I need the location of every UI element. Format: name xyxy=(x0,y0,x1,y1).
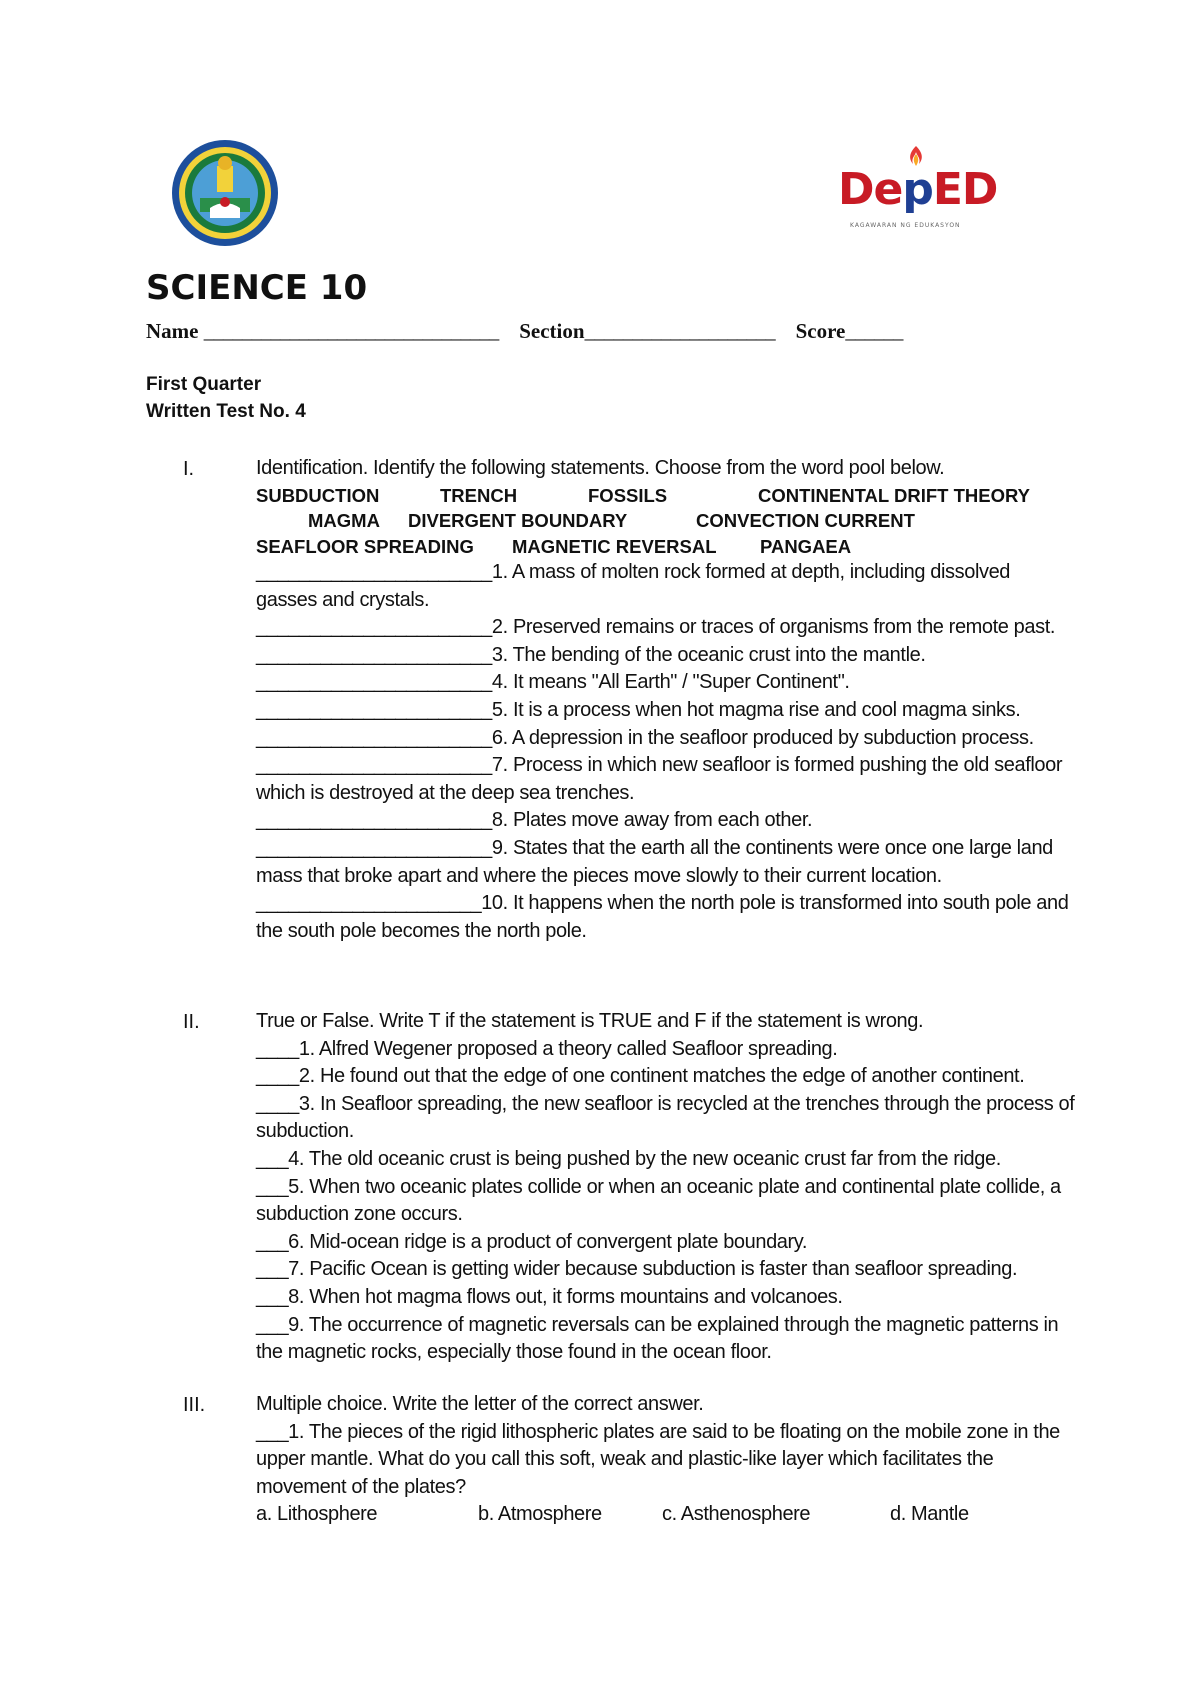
list-item: ___9. The occurrence of magnetic reversals can be explained through the magnetic patterns in the magnetic rocks, especially those found in the ocean floor. xyxy=(256,1313,1059,1364)
answer-blank[interactable]: ______________________ xyxy=(256,616,492,639)
answer-blank[interactable]: ______________________ xyxy=(256,809,492,832)
answer-blank[interactable]: ____ xyxy=(256,1037,299,1060)
part3-instruction: Multiple choice. Write the letter of the correct answer. xyxy=(256,1393,704,1415)
name-label: Name xyxy=(146,319,199,343)
choice-option: a. Lithosphere xyxy=(256,1503,378,1526)
word-pool-row xyxy=(256,483,1076,509)
part3-numeral: III. xyxy=(183,1394,206,1416)
list-item: ______________________8. Plates move away from each other. xyxy=(256,809,813,832)
list-item: ______________________9. States that the earth all the continents were once one large land mass that broke apart and where the pieces move slowly to their current location. xyxy=(256,837,1053,887)
word-pool-item: MAGNETIC REVERSAL xyxy=(512,535,717,557)
answer-blank[interactable]: ____ xyxy=(256,1065,299,1088)
answer-blank[interactable]: ______________________ xyxy=(256,699,492,722)
part2-instruction: True or False. Write T if the statement is TRUE and F if the statement is wrong. xyxy=(256,1010,924,1032)
part3-section xyxy=(256,1391,1076,1529)
list-item: ____2. He found out that the edge of one continent matches the edge of another continent. xyxy=(256,1065,1025,1088)
answer-blank[interactable]: ______________________ xyxy=(256,643,492,666)
list-item: ______________________2. Preserved remains or traces of organisms from the remote past. xyxy=(256,616,1056,639)
answer-blank[interactable]: _____________________ xyxy=(256,892,482,915)
page-title: SCIENCE 10 xyxy=(146,268,368,308)
score-label: Score xyxy=(795,319,846,343)
list-item: ____1. Alfred Wegener proposed a theory called Seafloor spreading. xyxy=(256,1037,838,1060)
list-item: ___7. Pacific Ocean is getting wider because subduction is faster than seafloor spreading. xyxy=(256,1258,1018,1281)
answer-blank[interactable]: ______________________ xyxy=(256,726,492,749)
list-item: ______________________1. A mass of molten rock formed at depth, including dissolved gasses and crystals. xyxy=(256,561,1011,611)
choice-option: d. Mantle xyxy=(890,1503,969,1526)
test-label: Written Test No. 4 xyxy=(146,401,306,422)
quarter-label: First Quarter xyxy=(146,374,262,395)
answer-blank[interactable]: ______________________ xyxy=(256,561,492,584)
word-pool-row xyxy=(256,534,1076,560)
answer-blank[interactable]: ______________________ xyxy=(256,837,492,860)
word-pool-row xyxy=(256,508,1076,534)
list-item: _____________________10. It happens when the north pole is transformed into south pole and the south pole becomes the north pole. xyxy=(256,892,1069,942)
score-field[interactable]: ______ xyxy=(845,319,903,343)
word-pool-item: FOSSILS xyxy=(588,484,668,506)
student-info-line xyxy=(146,317,902,345)
list-item: ___4. The old oceanic crust is being pushed by the new oceanic crust far from the ridge. xyxy=(256,1147,1001,1170)
answer-blank[interactable]: ___ xyxy=(256,1285,289,1308)
part2-numeral: II. xyxy=(183,1011,200,1033)
list-item: ______________________4. It means "All Earth" / "Super Continent". xyxy=(256,671,850,694)
word-pool-item: SUBDUCTION xyxy=(256,484,380,506)
section-field[interactable]: ____________________ xyxy=(584,319,775,343)
list-item: ______________________6. A depression in the seafloor produced by subduction process. xyxy=(256,726,1034,749)
part1-instruction: Identification. Identify the following statements. Choose from the word pool below. xyxy=(256,457,945,479)
word-pool-item: SEAFLOOR SPREADING xyxy=(256,535,474,557)
part1-section xyxy=(256,455,1076,945)
answer-blank[interactable]: ___ xyxy=(256,1313,289,1336)
word-pool-item: PANGAEA xyxy=(760,535,852,557)
part2-section xyxy=(256,1008,1076,1367)
word-pool-item: DIVERGENT BOUNDARY xyxy=(408,510,628,532)
list-item: ___6. Mid-ocean ridge is a product of convergent plate boundary. xyxy=(256,1230,808,1253)
list-item: ______________________5. It is a process when hot magma rise and cool magma sinks. xyxy=(256,699,1021,722)
list-item: ___1. The pieces of the rigid lithospheric plates are said to be floating on the mobile zone in the upper mantle. What do you call this soft, weak and plastic-like layer which facilitates the movement of the plates? xyxy=(256,1420,1060,1498)
school-division-seal-icon xyxy=(170,138,280,248)
word-pool-item: MAGMA xyxy=(308,510,380,532)
deped-wordmark: DepED xyxy=(838,164,998,215)
answer-blank[interactable]: ______________________ xyxy=(256,671,492,694)
list-item: ____3. In Seafloor spreading, the new seafloor is recycled at the trenches through the process of subduction. xyxy=(256,1092,1075,1143)
part1-numeral: I. xyxy=(183,458,195,480)
word-pool-item: CONTINENTAL DRIFT THEORY xyxy=(758,484,1031,506)
list-item: ___5. When two oceanic plates collide or when an oceanic plate and continental plate collide, a subduction zone occurs. xyxy=(256,1175,1061,1226)
answer-blank[interactable]: ___ xyxy=(256,1230,289,1253)
choice-option: c. Asthenosphere xyxy=(662,1503,811,1526)
section-label: Section xyxy=(519,319,585,343)
answer-blank[interactable]: ___ xyxy=(256,1147,289,1170)
word-pool-item: TRENCH xyxy=(440,484,518,506)
name-field[interactable]: _______________________________ xyxy=(203,319,499,343)
deped-logo xyxy=(838,150,996,238)
deped-tagline: KAGAWARAN NG EDUKASYON xyxy=(850,222,961,229)
answer-blank[interactable]: ___ xyxy=(256,1175,289,1198)
list-item: ______________________3. The bending of the oceanic crust into the mantle. xyxy=(256,643,926,666)
list-item: ______________________7. Process in which new seafloor is formed pushing the old seafloor which is destroyed at the deep sea trenches. xyxy=(256,754,1063,804)
answer-blank[interactable]: ____ xyxy=(256,1092,299,1115)
answer-blank[interactable]: ___ xyxy=(256,1258,289,1281)
answer-blank[interactable]: ______________________ xyxy=(256,754,492,777)
word-pool-item: CONVECTION CURRENT xyxy=(696,510,915,532)
choice-option: b. Atmosphere xyxy=(478,1503,602,1526)
answer-blank[interactable]: ___ xyxy=(256,1420,289,1443)
list-item: ___8. When hot magma flows out, it forms mountains and volcanoes. xyxy=(256,1285,843,1308)
choices-row xyxy=(256,1501,1076,1529)
